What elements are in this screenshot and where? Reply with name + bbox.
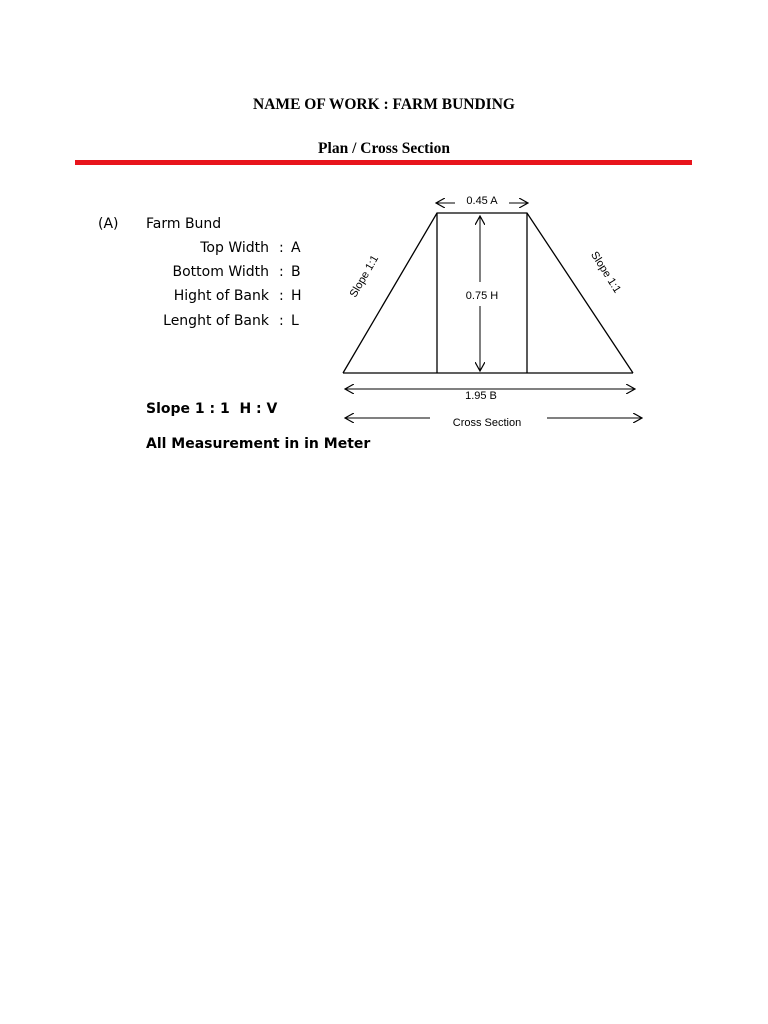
measurement-note: All Measurement in in Meter: [146, 436, 371, 452]
top-width-label: 0.45 A: [466, 195, 498, 207]
spec-colon: :: [279, 264, 284, 280]
spec-colon: :: [279, 288, 284, 304]
bottom-width-label: 1.95 B: [465, 390, 497, 402]
spec-label-length: Lenght of Bank: [163, 313, 269, 329]
left-slope-label: Slope 1:1: [347, 253, 382, 300]
spec-colon: :: [279, 240, 284, 256]
right-slope-label: Slope 1:1: [588, 249, 623, 296]
page-subtitle: Plan / Cross Section: [318, 140, 450, 157]
section-marker: (A): [98, 216, 119, 232]
spec-label-top-width: Top Width: [200, 240, 269, 256]
spec-value-bottom-width: B: [291, 264, 301, 280]
section-title: Farm Bund: [146, 216, 222, 232]
spec-value-height: H: [291, 288, 302, 304]
page-title: NAME OF WORK : FARM BUNDING: [253, 96, 515, 113]
slope-v: V: [266, 401, 278, 417]
spec-value-length: L: [291, 313, 299, 329]
spec-label-bottom-width: Bottom Width: [172, 264, 269, 280]
spec-label-height: Hight of Bank: [173, 288, 269, 304]
height-label: 0.75 H: [465, 290, 499, 302]
cross-section-caption: Cross Section: [452, 417, 522, 429]
spec-colon: :: [279, 313, 284, 329]
spec-value-top-width: A: [291, 240, 301, 256]
slope-prefix: Slope 1 : 1 H :: [146, 401, 267, 417]
